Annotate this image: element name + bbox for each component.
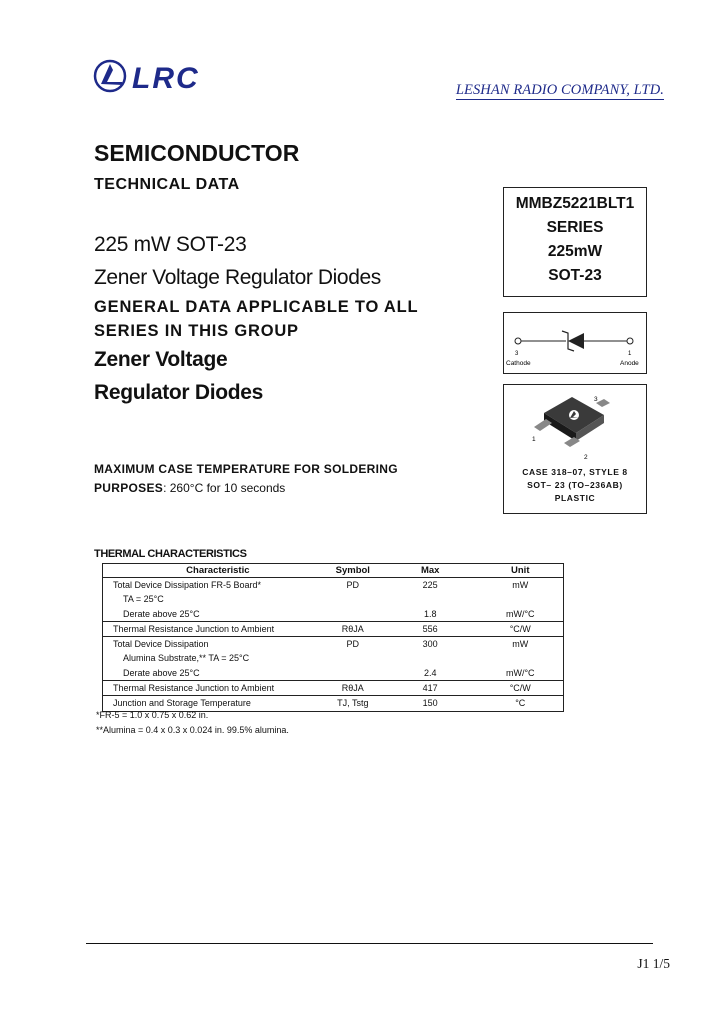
- part-package: SOT-23: [548, 267, 602, 284]
- part-number-box: [503, 187, 647, 297]
- diode-symbol-box: [503, 312, 647, 374]
- cell-symbol: [323, 666, 383, 681]
- cell-max: 300: [383, 637, 478, 652]
- cell-char: Derate above 25°C: [123, 608, 200, 619]
- lrc-logo-icon: [92, 56, 222, 98]
- part-series: SERIES: [546, 219, 604, 236]
- cell-char: Alumina Substrate,** TA = 25°C: [123, 653, 250, 664]
- cell-max: 556: [383, 621, 478, 636]
- cell-symbol: PD: [346, 580, 360, 590]
- cell-symbol: TJ, Tstg: [323, 696, 383, 711]
- table-row: [103, 651, 564, 665]
- zener-diode-symbol-icon: [504, 313, 646, 373]
- cell-unit: mW: [512, 580, 529, 590]
- case-line-2: SOT– 23 (TO–236AB): [527, 480, 623, 490]
- cell-unit: mW: [478, 637, 564, 652]
- package-pin-1: 1: [532, 436, 536, 443]
- heading-power: 225 mW SOT-23: [94, 233, 247, 256]
- cell-unit: mW/°C: [505, 667, 535, 678]
- cell-unit: °C/W: [478, 681, 564, 696]
- cell-unit: [478, 651, 564, 665]
- footnote-alumina: **Alumina = 0.4 x 0.3 x 0.024 in. 99.5% alumina.: [96, 725, 289, 735]
- package-box: [503, 384, 647, 514]
- table-row: [103, 637, 564, 652]
- cell-char: Total Device Dissipation: [103, 637, 323, 652]
- col-characteristic: Characteristic: [103, 564, 323, 578]
- part-power: 225mW: [547, 243, 603, 260]
- table-row: [103, 681, 564, 696]
- cathode-label: Cathode: [506, 360, 531, 367]
- cell-char: Thermal Resistance Junction to Ambient: [103, 681, 323, 696]
- table-row: [103, 592, 564, 606]
- table-row: [103, 621, 564, 636]
- cell-max: 2.4: [423, 667, 437, 678]
- cell-unit: [478, 592, 564, 606]
- cell-char: Junction and Storage Temperature: [103, 696, 323, 711]
- cathode-pin: 3: [515, 351, 519, 357]
- cell-max: 417: [383, 681, 478, 696]
- cell-max: [383, 651, 478, 665]
- footer-divider: [86, 943, 653, 944]
- col-symbol: Symbol: [323, 564, 383, 578]
- table-row: [103, 607, 564, 622]
- company-name: LESHAN RADIO COMPANY, LTD.: [455, 82, 664, 98]
- cell-unit: mW/°C: [505, 608, 535, 619]
- cell-symbol: [323, 651, 383, 665]
- cell-symbol: [323, 607, 383, 622]
- col-max: Max: [383, 564, 478, 578]
- package-pin-2: 2: [584, 454, 588, 461]
- cell-symbol: [323, 592, 383, 606]
- case-line-1: CASE 318–07, STYLE 8: [522, 467, 628, 477]
- table-row: [103, 696, 564, 711]
- lrc-logo: [92, 56, 222, 98]
- sot23-package-icon: [504, 385, 646, 465]
- cell-char: Derate above 25°C: [123, 667, 200, 678]
- table-row: [103, 578, 564, 593]
- thermal-table: [102, 563, 564, 712]
- logo-text: LRC: [132, 62, 200, 95]
- col-unit: Unit: [478, 564, 564, 578]
- heading-semiconductor: SEMICONDUCTOR: [94, 140, 300, 166]
- table-row: [103, 666, 564, 681]
- cell-unit: °C/W: [478, 621, 564, 636]
- cell-char: Total Device Dissipation FR-5 Board*: [113, 580, 262, 590]
- footnote-fr5: *FR-5 = 1.0 x 0.75 x 0.62 in.: [96, 710, 209, 720]
- table-header-row: [103, 564, 564, 578]
- cell-unit: °C: [478, 696, 564, 711]
- cell-symbol: RθJA: [323, 621, 383, 636]
- cell-max: 225: [422, 580, 438, 590]
- cell-max: 150: [383, 696, 478, 711]
- anode-pin: 1: [628, 351, 632, 357]
- zener-heading-line-2: Regulator Diodes: [94, 381, 264, 404]
- cell-char: TA = 25°C: [123, 594, 164, 605]
- part-number: MMBZ5221BLT1: [515, 195, 635, 212]
- heading-technical-data: TECHNICAL DATA: [94, 176, 240, 193]
- cell-max: [383, 592, 478, 606]
- cell-symbol: PD: [323, 637, 383, 652]
- heading-product: Zener Voltage Regulator Diodes: [94, 266, 381, 289]
- soldering-purposes: PURPOSES: [94, 481, 164, 495]
- soldering-temp: : 260°C for 10 seconds: [163, 481, 286, 495]
- anode-label: Anode: [620, 360, 639, 367]
- case-line-3: PLASTIC: [554, 493, 596, 503]
- page-number: J1 1/5: [637, 956, 670, 971]
- cell-char: Thermal Resistance Junction to Ambient: [103, 621, 323, 636]
- general-data-line-2: SERIES IN THIS GROUP: [94, 322, 299, 340]
- general-data-line-1: GENERAL DATA APPLICABLE TO ALL: [94, 298, 419, 316]
- thermal-title: THERMAL CHARACTERISTICS: [94, 548, 247, 560]
- cell-max: 1.8: [423, 608, 437, 619]
- zener-heading-line-1: Zener Voltage: [94, 348, 228, 371]
- package-pin-3: 3: [594, 396, 598, 403]
- soldering-line-1: MAXIMUM CASE TEMPERATURE FOR SOLDERING: [94, 462, 398, 476]
- cell-symbol: RθJA: [323, 681, 383, 696]
- soldering-line-2: [94, 481, 285, 495]
